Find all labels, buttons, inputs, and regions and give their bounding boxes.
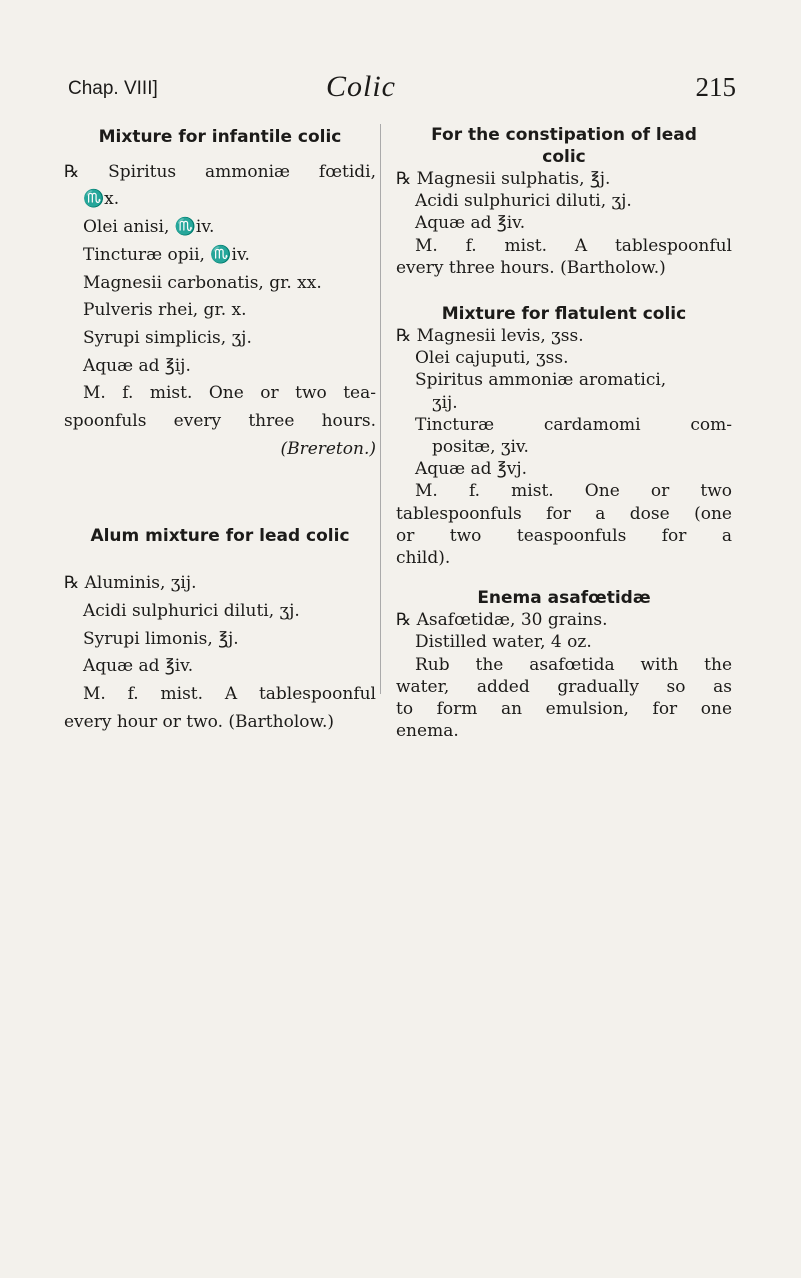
recipe-line: Aquæ ad ℥iv. — [83, 656, 194, 677]
recipe-line: Syrupi limonis, ℥j. — [83, 628, 239, 649]
recipe-line: Acidi sulphurici diluti, ʒj. — [83, 600, 300, 621]
recipe-line: Olei anisi, ♏iv. — [83, 217, 215, 238]
recipe-line: child). — [396, 548, 451, 569]
recipe-line: M. f. mist. A tablespoonful — [415, 235, 732, 256]
recipe-line: M. f. mist. One or two — [415, 481, 732, 502]
right-column — [396, 124, 732, 742]
section-title: Mixture for infantile colic — [98, 127, 342, 147]
recipe-line: ℞ Spiritus ammoniæ fœtidi, — [64, 161, 376, 182]
recipe-line: ℞ Asafœtidæ, 30 grains. — [396, 610, 608, 631]
recipe-line: Aquæ ad ℥ij. — [83, 355, 191, 376]
recipe-attribution: (Brereton.) — [280, 438, 376, 459]
recipe-line: Rub the asafœtida with the — [415, 654, 732, 675]
recipe-line: Olei cajuputi, ʒss. — [415, 348, 569, 369]
section-title: Mixture for flatulent colic — [441, 304, 687, 325]
recipe-line: M. f. mist. One or two tea- — [83, 383, 376, 404]
recipe-line: ♏x. — [83, 189, 120, 210]
left-column — [64, 124, 376, 736]
recipe-line: ℞ Magnesii levis, ʒss. — [396, 326, 584, 347]
recipe-alum-mixture — [64, 523, 376, 736]
recipe-infantile-colic — [64, 124, 376, 463]
recipe-line: positæ, ʒiv. — [432, 437, 529, 458]
recipe-line: tablespoonfuls for a dose (one — [396, 503, 732, 524]
recipe-line: Acidi sulphurici diluti, ʒj. — [415, 191, 632, 212]
section-title: For the constipation of lead — [431, 125, 697, 145]
recipe-line: Tincturæ cardamomi com- — [415, 414, 732, 435]
recipe-line: Aquæ ad ℥iv. — [415, 213, 526, 234]
recipe-line: Magnesii carbonatis, gr. xx. — [83, 272, 322, 293]
recipe-line: Spiritus ammoniæ aromatici, — [415, 370, 667, 391]
recipe-line: ʒij. — [432, 392, 458, 413]
recipe-line: or two teaspoonfuls for a — [396, 525, 732, 546]
recipe-line: water, added gradually so as — [396, 676, 732, 697]
recipe-line: M. f. mist. A tablespoonful — [83, 683, 376, 704]
page-header — [68, 70, 736, 112]
column-divider — [380, 124, 381, 694]
chapter-label: Chap. VIII] — [68, 78, 158, 99]
recipe-enema-asafoetida — [396, 587, 732, 742]
recipe-line: every hour or two. (Bartholow.) — [64, 711, 335, 732]
recipe-line: to form an emulsion, for one — [396, 699, 732, 720]
recipe-lead-constipation — [396, 124, 732, 279]
section-title: Enema asafœtidæ — [477, 588, 651, 609]
recipe-line: Distilled water, 4 oz. — [415, 632, 592, 653]
recipe-line: spoonfuls every three hours. — [64, 411, 376, 432]
recipe-line: enema. — [396, 721, 459, 742]
section-title-line2: colic — [542, 147, 586, 167]
running-title: Colic — [326, 70, 396, 103]
recipe-line: ℞ Magnesii sulphatis, ℥j. — [396, 169, 611, 189]
recipe-line: Syrupi simplicis, ʒj. — [83, 327, 252, 348]
recipe-line: ℞ Aluminis, ʒij. — [64, 573, 197, 594]
page-number: 215 — [695, 72, 736, 102]
section-title: Alum mixture for lead colic — [90, 526, 350, 547]
recipe-line: Aquæ ad ℥vj. — [415, 459, 528, 480]
recipe-line: every three hours. (Bartholow.) — [396, 257, 666, 278]
recipe-line: Tincturæ opii, ♏iv. — [83, 244, 250, 265]
recipe-flatulent-colic — [396, 303, 732, 569]
recipe-line: Pulveris rhei, gr. x. — [83, 300, 247, 321]
